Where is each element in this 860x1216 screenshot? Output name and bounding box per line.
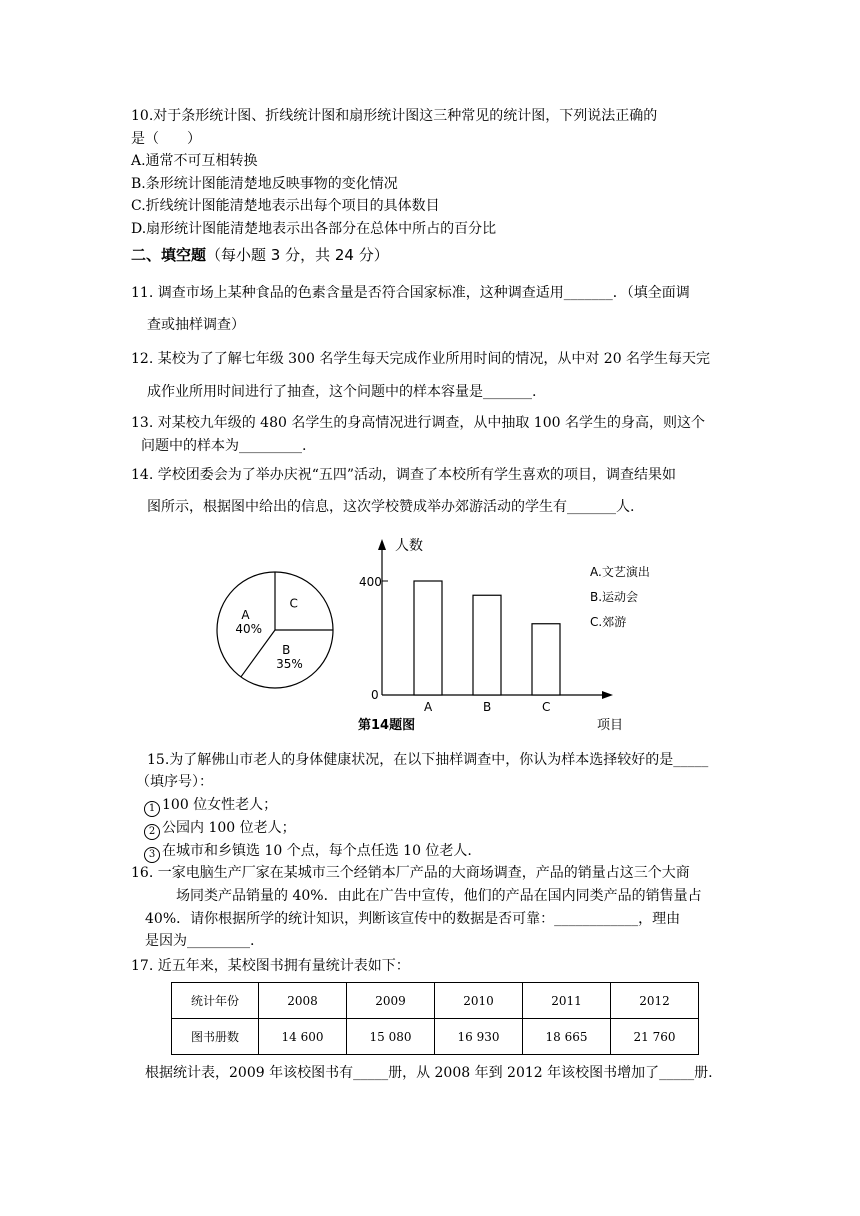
q12-line1: 12. 某校为了了解七年级 300 名学生每天完成作业所用时间的情况，从中对 20 名学生每天完 xyxy=(131,351,711,367)
table-cell: 21 760 xyxy=(611,1019,699,1055)
pie-slice-value: 35% xyxy=(276,656,303,671)
y-tick-0: 0 xyxy=(371,688,379,702)
legend-entry: A.文艺演出 xyxy=(590,565,650,579)
q17-line1: 17. 近五年来，某校图书拥有量统计表如下： xyxy=(131,958,410,974)
q10-option-c: C.折线统计图能清楚地表示出每个项目的具体数目 xyxy=(131,198,440,214)
q13-line2: 问题中的样本为_________. xyxy=(141,438,307,454)
q13-line1: 13. 对某校九年级的 480 名学生的身高情况进行调查，从中抽取 100 名学生的身高，则这个 xyxy=(131,415,705,431)
q10-option-d: D.扇形统计图能清楚地表示出各部分在总体中所占的百分比 xyxy=(131,221,497,237)
legend-entry: B.运动会 xyxy=(590,590,639,604)
table-header-cell: 2009 xyxy=(347,983,435,1019)
q15-option-3-text: 在城市和乡镇选 10 个点，每个点任选 10 位老人. xyxy=(162,843,472,859)
section-heading xyxy=(131,246,389,264)
q11-line1: 11. 调查市场上某种食品的色素含量是否符合国家标准，这种调查适用_______．（填全面调 xyxy=(131,285,690,301)
table-cell: 14 600 xyxy=(259,1019,347,1055)
table-cell: 16 930 xyxy=(435,1019,523,1055)
q15-line2: （填序号）： xyxy=(136,774,213,790)
section-note: （每小题 3 分，共 24 分） xyxy=(206,246,389,264)
q17-after: 根据统计表，2009 年该校图书有_____册，从 2008 年到 2012 年该校图书增加了_____册. xyxy=(145,1065,713,1081)
x-axis-label: 项目 xyxy=(597,718,624,733)
legend-entry: C.郊游 xyxy=(590,615,627,629)
bar-a xyxy=(414,581,442,695)
circled-number: 3 xyxy=(144,847,160,863)
table-header-cell: 2012 xyxy=(611,983,699,1019)
table-cell: 15 080 xyxy=(347,1019,435,1055)
q16-line2: 场同类产品销量的 40%．由此在广告中宣传，他们的产品在国内同类产品的销售量占 xyxy=(176,888,702,904)
bar-chart xyxy=(358,537,650,733)
q15-option-3 xyxy=(144,842,472,863)
pie-slice-boundary xyxy=(241,630,275,677)
q15-option-1 xyxy=(144,796,277,817)
q15-option-2 xyxy=(144,819,296,840)
figure-caption: 第14题图 xyxy=(358,718,416,733)
q16-line4: 是因为_________. xyxy=(145,933,255,949)
q11-line2: 查或抽样调查） xyxy=(147,317,245,333)
section-title: 二、填空题 xyxy=(131,246,207,264)
q10-stem-line2: 是（ ） xyxy=(131,131,201,147)
x-axis-arrow xyxy=(602,691,613,699)
table-header-cell: 2010 xyxy=(435,983,523,1019)
table-row xyxy=(172,1019,699,1055)
q15-option-1-text: 100 位女性老人； xyxy=(162,797,278,813)
pie-slice-label: A xyxy=(241,608,250,623)
circled-number: 2 xyxy=(144,824,160,840)
table-row xyxy=(172,983,699,1019)
q10-option-b: B.条形统计图能清楚地反映事物的变化情况 xyxy=(131,176,398,192)
table-header-cell: 2008 xyxy=(259,983,347,1019)
figure-14 xyxy=(215,530,675,740)
pie-slice-label: C xyxy=(289,596,298,611)
q14-line1: 14. 学校团委会为了举办庆祝“五四”活动，调查了本校所有学生喜欢的项目，调查结果如 xyxy=(131,467,677,483)
x-tick-label: A xyxy=(424,700,433,714)
y-axis-arrow xyxy=(378,539,386,550)
q16-line1: 16. 一家电脑生产厂家在某城市三个经销本厂产品的大商场调查，产品的销量占这三个大商 xyxy=(131,865,690,881)
pie-chart xyxy=(217,572,333,688)
table-cell: 18 665 xyxy=(523,1019,611,1055)
pie-slice-label: B xyxy=(282,642,291,657)
x-tick-label: C xyxy=(542,700,551,714)
q16-line3: 40%．请你根据所学的统计知识，判断该宣传中的数据是否可靠：____________，理由 xyxy=(145,911,681,927)
circled-number: 1 xyxy=(144,801,160,817)
q10-stem-line1: 10.对于条形统计图、折线统计图和扇形统计图这三种常见的统计图，下列说法正确的 xyxy=(131,108,658,124)
pie-slice-value: 40% xyxy=(235,622,263,637)
library-stats-table xyxy=(171,982,699,1055)
q15-line1: 15.为了解佛山市老人的身体健康状况，在以下抽样调查中，你认为样本选择较好的是_____ xyxy=(147,752,709,768)
table-header-cell: 统计年份 xyxy=(172,983,259,1019)
bar-b xyxy=(473,595,501,695)
table-cell: 图书册数 xyxy=(172,1019,259,1055)
q14-line2: 图所示，根据图中给出的信息，这次学校赞成举办郊游活动的学生有_______人. xyxy=(147,499,635,515)
table-header-cell: 2011 xyxy=(523,983,611,1019)
bar-c xyxy=(532,624,560,695)
y-tick-400: 400 xyxy=(359,575,382,589)
x-tick-label: B xyxy=(483,700,492,714)
q15-option-2-text: 公园内 100 位老人； xyxy=(162,820,296,836)
q12-line2: 成作业所用时间进行了抽查，这个问题中的样本容量是_______. xyxy=(147,384,537,400)
y-axis-label: 人数 xyxy=(395,538,423,554)
q10-option-a: A.通常不可互相转换 xyxy=(131,153,258,169)
